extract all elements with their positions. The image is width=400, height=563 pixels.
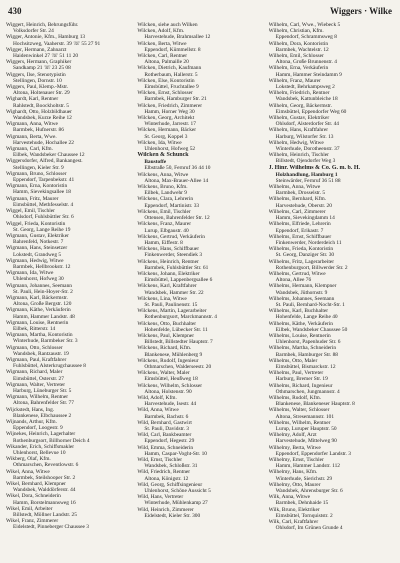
directory-entry: Wikel, Emil, Arbeiter: [6, 505, 53, 512]
directory-entry: Wilckens, Wilhelm, Schlosser: [137, 382, 203, 389]
directory-entry: Wilhelms, Paul, Vertreter: [268, 370, 324, 377]
directory-entry: Eppendorf, Hegestr. 29: [144, 438, 195, 445]
directory-entry: Wilhelms, Richard, Ingenieur: [268, 382, 333, 389]
directory-entry: Wandsbek, Schloßstr. 31: [144, 463, 198, 470]
directory-entry: Wigmann, Ida, Witwe: [6, 270, 54, 277]
directory-entry: Wilhelms, Gertrud, Witwe: [268, 270, 326, 277]
directory-entry: Wilckens, Rudolf, Ingenieur: [137, 357, 199, 364]
directory-entry: Stellingen, Kieler Str. 9: [13, 164, 64, 171]
directory-entry: Wilhelms, Elfriede, Lehrerin: [268, 221, 331, 228]
directory-entry: Eilbek, Wandsbeker Chaussee 12: [13, 152, 85, 159]
directory-entry: Winterhude, Mühlenkamp 27: [144, 500, 208, 507]
directory-entry: St. Pauli, Bernhard-Nocht-Str. 1: [275, 301, 345, 308]
directory-entry: Eppendorf, Tarpenbekstr. 41: [13, 177, 75, 184]
directory-entry: Barmbek, Hamburger Str. 21: [144, 96, 207, 103]
directory-entry: Wiggersdorfer, Alfred, Bankangest.: [6, 158, 83, 165]
directory-entry: Eilbek, Landwehr 9: [144, 190, 187, 197]
directory-entry: Wilckens, Richard, Kfm.: [137, 345, 192, 352]
directory-entry: Barmbek, Hufnerstr. 86: [13, 127, 64, 134]
directory-entry: Hamm, Sievekingdamm 14: [275, 215, 335, 222]
directory-entry: Blankenese, Blankeneser Hauptstr. 8: [275, 401, 355, 408]
directory-entry: Wilhelms, Rudolf, Kfm.: [268, 394, 321, 401]
directory-entry: Wilckens, Johann, Elektriker: [137, 270, 200, 277]
directory-entry: Wilcken, Ida, Witwe: [137, 139, 182, 146]
directory-entry: Wikel, Bernhard, Klempner: [6, 481, 66, 488]
directory-entry: Wilcken, Berta, Witwe: [137, 40, 187, 47]
directory-entry: Eimsbüttel, Heußweg 18: [144, 376, 198, 383]
directory-entry: Bahrenfeld, Notkestr. 7: [13, 239, 64, 246]
directory-entry: Wikberg, Olaf, Kfm.: [6, 456, 51, 463]
directory-entry: Wilk, Carl, Kraftfahrer: [268, 519, 319, 526]
directory-entry: St. Pauli, Hein-Hoyer-Str. 2: [13, 288, 73, 295]
directory-entry: Barmbek, Wachtelstr. 12: [275, 46, 329, 53]
directory-entry: Wilckens, Otto, Buchhalter: [137, 320, 197, 327]
directory-entry: Wilcken, Adolf, Kfm.: [137, 28, 185, 35]
directory-entry: Wilhelmy, Hans, Kfm.: [268, 469, 318, 476]
directory-entry: Eimsbüttel, Tornquiststr. 2: [275, 512, 333, 519]
directory-entry: Wilk, Bruno, Elektriker: [268, 506, 320, 513]
directory-entry: Finkenwerder, Norderdeich 11: [275, 239, 342, 246]
directory-entry: Wiggert, Heinrich, Behrungsführ.: [6, 22, 79, 28]
page-number: 430: [8, 6, 22, 16]
directory-entry: Hamm, Horner Weg 30: [144, 108, 195, 115]
directory-entry: Wilckens, Heinrich, Rentner: [137, 258, 199, 265]
directory-entry: Othmarschen, Jungmannstr. 4: [275, 388, 340, 395]
directory-entry: Wilckens, Emil, Tischler: [137, 208, 191, 215]
directory-entry: Wandsbek, Ahrensburger Str. 6: [275, 488, 343, 495]
directory-entry: Altona, Große Bergstr. 120: [13, 301, 72, 308]
directory-entry: Wild, Anna, Witwe: [137, 407, 179, 414]
directory-entry: Ohlsdorf, Im Grünen Grunde 4: [275, 525, 343, 532]
directory-entry: Altona, Bahrenfelder Str. 77: [13, 400, 74, 407]
directory-entry: Wilcken, Dietrich, Kaufmann: [137, 65, 202, 72]
directory-entry: Wigmann, Carl, Kfm.: [6, 146, 53, 153]
directory-entry: Wilcken, siehe auch Wilken: [137, 22, 198, 28]
directory-entry: Wilhelms, Anna, Witwe: [268, 184, 321, 191]
directory-entry: Rothenburgsort, Marckmannstr. 4: [144, 314, 217, 321]
directory-entry: Sandkamp 21 ☏ 23 25 08: [13, 65, 71, 72]
directory-entry: Wilcken, Friedrich, Zimmerer: [137, 102, 203, 109]
directory-entry: Hamm, Hammer Steindamm 9: [275, 71, 342, 78]
directory-entry: Wilckens, Paul, Klempner: [137, 332, 194, 339]
directory-entry: Wiggers, Hermann, Graphiker: [6, 59, 72, 66]
directory-entry: Finkenwerder, Steendiek 3: [144, 252, 203, 259]
directory-entry: Wilhelm, Hedwig, Witwe: [268, 139, 324, 146]
directory-entry: Wild, Friedrich, Rentner: [137, 469, 191, 476]
directory-entry: Wild, Ernst, Tischler: [137, 457, 183, 464]
directory-entry: Wigmann, Wilhelm, Rentner: [6, 394, 69, 401]
directory-entry: Lokstedt, Grandweg 5: [13, 251, 62, 258]
directory-entry: Barmbek, Dehnhaide 15: [275, 500, 329, 507]
directory-entry: Winterhude, Barmbeker Str. 3: [13, 338, 78, 345]
directory-entry: Wilhelms, Martha, Schneiderin: [268, 345, 337, 352]
directory-entry: Wilckens, Lina, Witwe: [137, 295, 187, 302]
directory-entry: Wigmann, Karl, Bäckermstr.: [6, 294, 68, 301]
directory-entry: Altona, Holtenauer Str. 29: [13, 90, 70, 97]
column-3: [269, 22, 394, 560]
directory-entry: Wilckens, Anna, Witwe: [137, 171, 189, 178]
directory-entry: Wilckens, Hans, Schiffbauer: [137, 246, 199, 253]
directory-entry: Wilckens, Walter, Maler: [137, 370, 190, 377]
directory-entry: Wigmann, Paul, Kraftfahrer: [6, 356, 67, 363]
directory-entry: Billstedt, Öjendorfer Weg 3: [275, 158, 336, 165]
directory-entry: Harburg, Wilstorfer Str. 13: [275, 133, 334, 140]
directory-entry: Barmbek, Hellbrookstr. 12: [13, 263, 71, 270]
directory-entry: Uhlenhorst, Bellevue 10: [13, 450, 66, 457]
directory-entry: Winterhude, Jarrestr. 17: [144, 121, 196, 128]
directory-entry: Eidelstedt, Kieler Str. 300: [144, 512, 201, 519]
directory-entry: Hamm, Borstelmannsweg 16: [13, 499, 76, 506]
directory-entry: Wandsbek, Jüthornstr. 9: [275, 289, 328, 296]
directory-entry: Othmarschen, Reventlowstr. 6: [13, 462, 79, 469]
directory-entry: St. Georg, Lange Reihe 19: [13, 226, 71, 233]
directory-entry: Wilhelms, Carl, Zimmerer: [268, 208, 326, 215]
directory-entry: Wilhelm, Christian, Kfm.: [268, 28, 324, 35]
directory-entry: Eppendorf, Loogestr. 9: [13, 425, 63, 432]
directory-entry: Hochsitzweg, Vaaherstr. 39 ☏ 55 27 91: [13, 40, 101, 47]
directory-entry: Wilhelms, Frieda, Kontoristin: [268, 246, 334, 253]
directory-entry: Wilckens, Martin, Lagerarbeiter: [137, 308, 207, 315]
directory-entry: Wilhelms, Hermann, Klempner: [268, 283, 337, 290]
directory-entry: Wilhelm, Hans, Kraftfahrer: [268, 127, 329, 134]
directory-entry: Haidenwinkel 27 ☏ 51 11 20: [13, 53, 79, 60]
directory-entry: Lurup, Luruper Hauptstr. 50: [275, 426, 337, 432]
directory-entry: Uhlenhorst, Schöne Aussicht 5: [144, 488, 211, 495]
directory-entry: Uhlenhorst, Hofweg 52: [144, 146, 196, 153]
directory-entry: Billstedt, Billstedter Hauptstr. 7: [144, 339, 213, 346]
directory-entry: St. Georg, Koppel 3: [144, 133, 188, 140]
directory-entry: Stellingen, Dornstr. 10: [13, 77, 62, 84]
directory-entry: Wigger, Hermann, Zahnarzt: [6, 46, 67, 53]
directory-entry: Wigmann, Walter, Vertreter: [6, 381, 66, 388]
directory-entry: Wilcken, Carl, Rentner: [137, 53, 188, 60]
directory-entry: Eppendorf, Martinistr. 33: [144, 202, 200, 209]
directory-entry: Eimsbüttel, Methfesselstr. 4: [13, 201, 74, 208]
directory-entry: Hamm, Hammer Landstr. 48: [13, 313, 75, 320]
directory-entry: Wandsbek, Kattunbleiche 18: [275, 96, 338, 103]
directory-entry: Uhlenhorst, Papenhuder Str. 6: [275, 339, 341, 346]
directory-entry: Wiggers, Ilse, Stenotypistin: [6, 71, 66, 78]
directory-entry: Wilhelm, Erna, Verkäuferin: [268, 65, 329, 72]
directory-entry: Hohenfelde, Lange Reihe 40: [275, 314, 338, 321]
directory-entry: Wilhelm, Emil, Schlosser: [268, 53, 324, 60]
directory-entry: Wild, Adolf, Kfm.: [137, 394, 177, 401]
directory-entry: Wilhelm, Friedrich, Rentner: [268, 90, 330, 97]
directory-entry: Baustoffe: [144, 159, 167, 166]
directory-entry: Hamm, Hammer Landstr. 112: [275, 463, 340, 470]
directory-entry: Wilhelms, Louise, Rentnerin: [268, 332, 331, 339]
directory-entry: Wiggel, Emil, Tischler: [6, 208, 55, 215]
directory-entry: Wighardt, Otto, Holzbildhauer: [6, 108, 72, 115]
directory-entry: Rahlstedt, Boockholtstr. 5: [13, 102, 70, 109]
directory-entry: Winterhude, Sierichstr. 29: [275, 475, 333, 482]
directory-entry: Wilckens, Gertrud, Verkäuferin: [137, 233, 205, 240]
directory-entry: Wikander, Erich, Schiffsmakler: [6, 443, 75, 450]
directory-entry: Eidelstedt, Pinneberger Chaussee 3: [13, 524, 89, 531]
directory-entry: Wandsbek, Walddörferstr. 44: [13, 487, 76, 494]
directory-entry: Harvestehude, Brahmsallee 12: [144, 34, 211, 41]
directory-entry: Wilhelm, Georg, Bäckermstr.: [268, 102, 332, 109]
directory-entry: Wigger, Antonie, Kfm., Hamburg 13: [6, 34, 86, 41]
directory-entry: Harvestehude, Oberstr. 20: [275, 202, 332, 209]
directory-entry: Wilhelm, Franz, Maurer: [268, 77, 321, 84]
directory-entry: Othmarschen, Walderseestr. 20: [144, 363, 212, 370]
directory-entry: Harburg, Lüneburger Str. 5: [13, 387, 72, 394]
running-header: Wiggers · Wilke: [329, 6, 392, 16]
directory-entry: Elbstraße 50, Fernruf 36 44 10: [144, 165, 211, 172]
directory-entry: Winterhude, Dorotheenstr. 37: [275, 146, 340, 153]
directory-entry: Wijckstedt, Hans, Ing.: [6, 406, 55, 413]
directory-entry: Harvestehude, Hochallee 22: [13, 139, 74, 146]
directory-entry: Wigmann, Otto, Schlosser: [6, 344, 63, 351]
directory-entry: Wild, Hans, Vertreter: [137, 494, 184, 501]
directory-entry: Wigmann, Fritz, Maurer: [6, 195, 59, 202]
directory-entry: Wighardt, Karl, Rentner: [6, 96, 59, 103]
directory-entry: Wilhelmy, Adolf, Arzt: [268, 432, 317, 439]
directory-entry: Eimsbüttel, Eppendorfer Weg 60: [275, 108, 347, 115]
directory-entry: Wilk, Anna, Witwe: [268, 494, 311, 501]
directory-entry: Wilcken, Georg, Architekt: [137, 115, 195, 122]
directory-entry: Wandsbek, Kurze Reihe 12: [13, 115, 72, 122]
directory-entry: Barmbek, Fuhlsbüttler Str. 61: [144, 264, 209, 271]
directory-entry: Wigmann, Bruno, Schlosser: [6, 170, 67, 177]
directory-entry: Wijnekes, Heinrich, Lagerhalter: [6, 431, 76, 438]
directory-entry: Wilckens, Karl, Kraftfahrer: [137, 283, 197, 290]
directory-entry: Wiggel, Frieda, Kontoristin: [6, 220, 66, 227]
directory-entry: Wigmann, Käthe, Verkäuferin: [6, 307, 71, 314]
directory-entry: Wigmann, Gustav, Elektriker: [6, 232, 69, 239]
directory-entry: Wilhelms, Walter, Schlosser: [268, 407, 330, 414]
directory-entry: Wilhelms, Johannes, Seemann: [268, 295, 335, 302]
directory-entry: Hamm, Caspar-Voght-Str. 10: [144, 450, 208, 457]
directory-entry: Wilhelmy, Ernst, Tischler: [268, 457, 324, 464]
directory-entry: Eppendorf, Kümmellstr. 8: [144, 46, 201, 53]
directory-entry: Wilhelms, Karl, Buchhalter: [268, 308, 329, 315]
directory-entry: Wilhelms, Ernst, Schiffbauer: [268, 233, 332, 240]
column-1: [6, 22, 131, 560]
directory-entry: Wilcken, Hermann, Bäcker: [137, 127, 197, 134]
directory-entry: Wikel, Anna, Witwe: [6, 468, 50, 475]
directory-entry: Wikel, Franz, Zimmerer: [6, 518, 59, 525]
directory-entry: Barmbek, Drosselstr. 5: [275, 190, 326, 197]
directory-entry: Wilhelm, Gustav, Elektriker: [268, 115, 330, 122]
directory-entry: Eilbek, Ritterstr. 14: [13, 325, 56, 332]
directory-entry: Wandsbek, Hammer Str. 22: [144, 289, 204, 296]
directory-entry: Wild, Bernhard, Gastwirt: [137, 419, 192, 426]
directory-entry: Wigmann, Anna, Witwe: [6, 121, 58, 128]
directory-entry: Rothenburgsort, Billwerder Str. 2: [275, 264, 348, 271]
directory-entry: Wilhelms, Fritz, Lagerarbeiter: [268, 258, 334, 265]
directory-entry: Harburg, Bremer Str. 19: [275, 376, 328, 383]
directory-entry: Altona, Königstr. 12: [144, 475, 189, 482]
directory-entry: Wigmann, Martha, Kontoristin: [6, 332, 73, 339]
directory-entry: Eppendorf, Eppendorfer Landstr. 3: [275, 450, 351, 457]
directory-entry: Wiggers, Paul, Klemp.-Mstr.: [6, 84, 69, 91]
directory-entry: Wigmann, Erna, Kontoristin: [6, 183, 68, 190]
directory-entry: Wild, Georg, Schiffsingenieur: [137, 481, 203, 488]
directory-entry: Eilbek, Wandsbeker Chaussee 50: [275, 326, 348, 333]
directory-entry: Wild, Heinrich, Zimmerer: [137, 506, 194, 513]
directory-entry: Eimsbüttel, Osterstr. 27: [13, 375, 64, 382]
directory-entry: Wilhelm, Carl, Wwe., Wiebeck 5: [268, 22, 341, 28]
directory-entry: Wild, Carl, Bankbeamter: [137, 432, 192, 439]
directory-entry: Wilhelms, Käthe, Verkäuferin: [268, 320, 334, 327]
directory-entry: Ohlsdorf, Alsterdorfer Str. 44: [275, 121, 339, 128]
directory-entry: Altona, Stresemannstr. 101: [275, 413, 335, 420]
directory-entry: Wigmann, Hedwig, Witwe: [6, 257, 64, 264]
section-heading: J. Hinr. Wilhelms & Co. G. m. b. H.: [268, 164, 361, 171]
directory-entry: Harvestehude, Mittelweg 90: [275, 438, 337, 445]
directory-entry: Wigmann, Richard, Maler: [6, 369, 63, 376]
directory-entry: Eimsbüttel, Bismarckstr. 12: [275, 363, 336, 370]
directory-entry: Lurup, Elbgaustr. 40: [144, 227, 189, 234]
directory-entry: Hamm, Sievekingsallee 18: [13, 189, 71, 196]
directory-entry: Wigmann, Berta, Wwe.: [6, 133, 57, 140]
directory-entry: Barmbek, Hamburger Str. 88: [275, 351, 338, 358]
directory-entry: Barmbek, Bachstr. 6: [144, 413, 189, 420]
directory-entry: Eppendorf, Erikastr. 7: [275, 227, 324, 234]
directory-entry: Uhlenhorst, Hofweg 30: [13, 276, 64, 283]
directory-entry: Wilhelms, Wilhelm, Rentner: [268, 419, 331, 426]
directory-entry: Altona, Max-Brauer-Allee 14: [144, 177, 209, 184]
directory-entry: Billstedt, Möllner Landstr. 25: [13, 512, 77, 519]
directory-entry: Wilhelmy, Berta, Witwe: [268, 444, 321, 451]
directory-entry: Wandsbek, Rantzaustr. 19: [13, 350, 69, 357]
directory-entry: Wilhelms, Bernhard, Kfm.: [268, 196, 327, 203]
directory-entry: St. Georg, Danziger Str. 30: [275, 252, 335, 259]
directory-entry: Ohlsdorf, Fuhlsbüttler Str. 6: [13, 214, 74, 221]
directory-entry: Altona, Palmaille 20: [144, 59, 189, 66]
directory-entry: Hamm, Eiffestr. 8: [144, 239, 183, 246]
directory-entry: Wilcken, Else, Kontoristin: [137, 77, 195, 84]
directory-entry: Blankenese, Mühlenberg 9: [144, 351, 203, 358]
directory-entry: Rotherbaum, Hallerstr. 5: [144, 71, 198, 78]
directory-entry: Wigmann, Johannes, Seemann: [6, 282, 72, 289]
page-header: [8, 6, 392, 18]
directory-entry: Wijnands, Arthur, Kfm.: [6, 419, 57, 425]
directory-entry: Wikel, Dora, Schneiderin: [6, 493, 61, 500]
directory-entry: Altona, Holstenstr. 90: [144, 388, 192, 395]
directory-entry: Wilhelmy, Otto, Maurer: [268, 481, 321, 488]
directory-entry: Barmbek, Steilshooper Str. 2: [13, 474, 76, 481]
column-2: [137, 22, 262, 560]
directory-entry: Wilhelm, Dora, Kontoristin: [268, 40, 329, 47]
directory-entry: Eimsbüttel, Fruchtallee 9: [144, 84, 199, 91]
directory-entry: Wigmann, Louise, Rentnerin: [6, 319, 69, 326]
directory-entry: Eimsbüttel, Lappenbergsallee 6: [144, 277, 213, 284]
directory-entry: Wild, Emma, Schneiderin: [137, 444, 194, 451]
directory-entry: Volksdorfer Str. 24: [13, 28, 54, 35]
directory-entry: Wilcken, Ernst, Schlosser: [137, 90, 193, 97]
directory-entry: Steinwärder, Fernruf 36 51 88: [275, 177, 341, 184]
directory-entry: St. Pauli, Paulinenstr. 15: [144, 301, 198, 308]
directory-entry: Wigmann, Hans, Steinsetzer: [6, 245, 68, 252]
directory-entry: Altona, Große Brunnenstr. 4: [275, 59, 337, 66]
directory-entry: Hohenfelde, Lübecker Str. 11: [144, 326, 208, 333]
directory-entry: Fuhlsbüttel, Alsterkrugchaussee 8: [13, 363, 86, 370]
directory-entry: Holzhandlung, Hamburg 1: [275, 171, 338, 178]
directory-entry: Wilckens, Bruno, Kfm.: [137, 184, 188, 191]
directory-entry: Wilhelms, Otto, Maler: [268, 357, 318, 364]
columns: [6, 22, 394, 560]
section-heading: Wilcken & Schunck: [137, 152, 189, 159]
directory-entry: Wilckens, Franz, Maurer: [137, 221, 191, 228]
directory-entry: Altona, Allee 76: [275, 277, 312, 284]
directory-entry: Lokstedt, Behrkampsweg 2: [275, 84, 335, 91]
directory-entry: Harvestehude, Isestr. 44: [144, 401, 197, 408]
directory-entry: Wilhelm, Heinrich, Tischler: [268, 152, 329, 159]
directory-entry: Rothenburgsort, Billhorner Deich 4: [13, 437, 90, 444]
directory-entry: Blankenese, Elbchaussee 2: [13, 412, 72, 419]
directory-entry: St. Pauli, Davidstr. 3: [144, 426, 189, 432]
directory-entry: Eppendorf, Schrammsweg 8: [275, 34, 337, 41]
directory-entry: Wilckens, Clara, Lehrerin: [137, 196, 194, 203]
directory-entry: Ottensen, Bahrenfelder Str. 12: [144, 215, 210, 222]
